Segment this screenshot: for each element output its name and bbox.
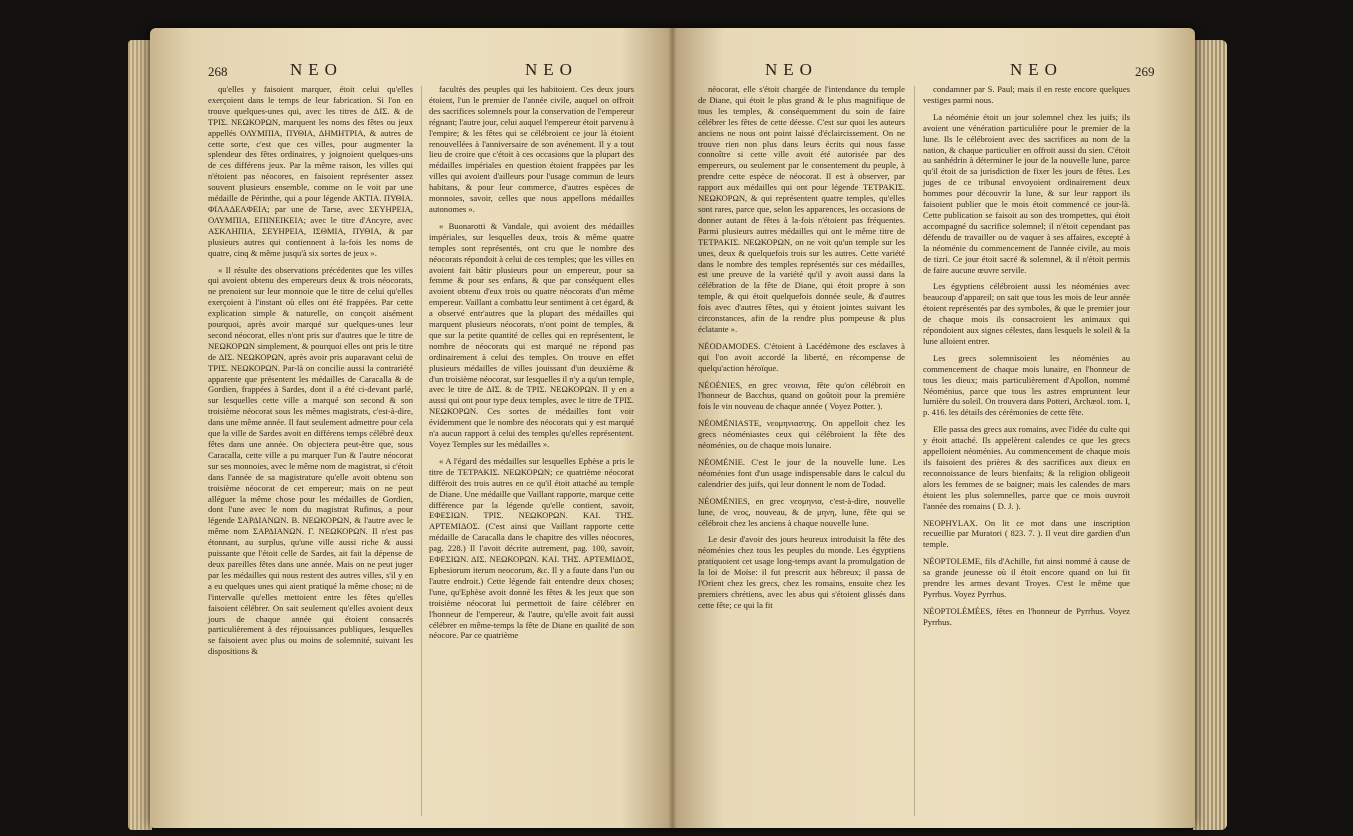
paragraph: « Il résulte des observations précédentes que les villes qui avoient obtenu des empereurs deux & trois néocorats, ne prenoient sur leur monnoie que le titre de celui qu'elles exerçoient à l'instant où elles ont été frappées. Par cette explication simple & naturelle, on conçoit aisément pourquoi, après avoir marqué sur quelques-unes leur second néocorat, elles n'ont pris sur d'autres que le titre de ΝΕΩΚΟΡΩΝ simplement, & pourquoi elles ont pris le titre de ΔΙΣ. ΝΕΩΚΟΡΩΝ, après avoir pris auparavant celui de ΤΡΙΣ. ΝΕΩΚΟΡΩΝ. Par-là on concilie aussi la contrariété apparente que présentent les médailles de Caracalla & de Gordien, frappées à Sardes, dont il a été ci-devant parlé, sur lesquelles cette ville a marqué son second & son troisième néocorat sous les mêmes magistrats, c'est-à-dire, dans une même année. Il faut seulement admettre pour cela que la ville de Sardes avoit en différens temps célébré deux fêtes dans une année. On objectera peut-être que, sous Caracalla, cette ville a pu marquer l'un & l'autre néocorat sur ses monnoies, avec le même nom de magistrat, si c'étoit dans l'année de sa magistrature qu'elle avoit obtenu son troisième néocorat de cet empereur; mais on ne peut alléguer la même chose pour les médailles de Gordien, dont l'une avec le nom du magistrat Rufinus, a pour légende ΣΑΡΔΙΑΝΩΝ. Β. ΝΕΩΚΟΡΩΝ, & l'autre avec le même nom ΣΑΡΔΙΑΝΩΝ. Γ. ΝΕΩΚΟΡΩΝ. Il n'est pas étonnant, au surplus, qu'une ville aussi riche & aussi puissante que l'étoit celle de Sardes, ait fait la dépense de deux pareilles fêtes dans une année. Mais on ne peut juger par les médailles qui nous restent des autres villes, s'il y en a eu quelques unes qui aient pratiqué la même chose; ni de l'intervalle qu'elles mettoient entre les fêtes qu'elles faisoient célébrer. On sait seulement qu'elles avoient deux jours de chaque année qui étoient consacrés particulièrement à des réjouissances publiques, lesquelles se faisoient avec plus ou moins de solemnité, suivant les dispositions &: [208, 264, 413, 657]
text-column: [429, 84, 634, 647]
page-edges-left: [128, 40, 152, 830]
running-head: NEO: [1010, 60, 1063, 79]
paragraph: qu'elles y faisoient marquer, étoit celui qu'elles exerçoient dans le temps de leur fabrication. Si l'on en trouve quelques-unes qui, avec les titres de ΔΙΣ. & de ΤΡΙΣ. ΝΕΩΚΟΡΩΝ, marquent les noms des fêtes ou jeux appellés ΟΛΥΜΠΙΑ, ΠΥΘΙΑ, ΔΗΜΗΤΡΙΑ, & autres de cette sorte, c'est que ces villes, pour augmenter la splendeur des fêtes ordinaires, y joignoient quelques-uns de ces différens jeux. Par la même raison, les villes qui n'étoient pas néocores, en faisoient représenter assez souvent plusieurs ensemble, comme on le voit par une médaille de Périnthe, qui a pour légende ΑΚΤΙΑ. ΠΥΘΙΑ. ΦΙΛΑΔΕΛΦΕΙΑ; par une de Tarse, avec ΣΕΥΗΡΕΙΑ, ΟΛΥΜΠΙΑ, ΕΠΙΝΕΙΚΕΙΑ; avec le titre d'Ancyre, avec ΑΣΚΛΗΠΙΑ, ΣΕΥΗΡΕΙΑ, ΙΣΘΜΙΑ, ΠΥΘΙΑ, & par plusieurs autres qui contiennent à la-fois les noms de quatre, cinq & même jusqu'à six sortes de jeux ».: [208, 84, 413, 258]
paragraph: facultés des peuples qui les habitoient. Ces deux jours étoient, l'un le premier de l'année civile, auquel on offroit des sacrifices solemnels pour la conservation de l'empereur régnant; l'autre jour, celui auquel l'empereur étoit parvenu à l'empire; & les fêtes qui se célébroient ce jour là étoient renouvellées à l'anniversaire de son avénement. Il y a tout lieu de croire que c'étoit à ces occasions que la plupart des médailles impériales en question étoient frappées par les villes qui avoient d'ailleurs pour l'usage commun de leurs habitans, & pour leur commerce, d'autres espèces de monnoies, savoir, celles que nous appellons médailles autonomes ».: [429, 84, 634, 214]
left-page: [150, 28, 650, 828]
text-column: [698, 84, 905, 617]
dictionary-entry: NEOPHYLAX. On lit ce mot dans une inscription recueillie par Muratori ( 823. 7. ). Il veut dire gardien d'un temple.: [923, 517, 1130, 550]
dictionary-entry: NÉOÉNIES, en grec νεοινια, fête qu'on célébroit en l'honneur de Bacchus, quand on goûtoit pour la première fois le vin nouveau de chaque année ( Voyez Potter. ).: [698, 379, 905, 412]
paragraph: « Buonarotti & Vandale, qui avoient des médailles impériales, sur lesquelles deux, trois & même quatre temples sont représentés, ont cru que le nombre des néocorats répondoit à celui de ces temples; que les villes en avoient fait bâtir plusieurs pour un empereur, pour sa femme & pour ses enfans, & que par conséquent elles avoient obtenu d'eux trois ou quatre néocorats d'un même empereur. Vaillant a combattu leur sentiment à cet égard, & a observé entr'autres que la plupart des médailles qui marquent plusieurs néocorats, n'ont point de temples, & que sur la petite quantité de celles qui en représentent, le nombre de néocorats qui est marqué ne répond pas ordinairement à celui des temples. On trouve en effet plusieurs médailles de villes jouissant d'un deuxième & d'un troisième néocorat, sur lesquelles il n'y a qu'un temple, avec le titre de ΔΙΣ. & de ΤΡΙΣ. ΝΕΩΚΟΡΩΝ. Il y en a aussi qui ont pour type deux temples, avec le titre de ΤΡΙΣ. ΝΕΩΚΟΡΩΝ. Ces sortes de médailles font voir évidemment que le nombre des néocorats qui y est marqué n'a aucun rapport à celui des temples qu'elles représentent. Voyez Temples sur les médailles ».: [429, 220, 634, 449]
running-head: NEO: [290, 60, 343, 79]
dictionary-entry: NÉOMÉNIASTE, νεομηνιαστης. On appelloit chez les grecs néoméniastes ceux qui célébroient la fête des néoménies, ou de chaque mois lunaire.: [698, 418, 905, 451]
dictionary-entry: NÉOPTOLÉMÉES, fêtes en l'honneur de Pyrrhus. Voyez Pyrrhus.: [923, 605, 1130, 627]
running-head: NEO: [765, 60, 818, 79]
dictionary-entry: NÉOMÉNIE. C'est le jour de la nouvelle lune. Les néoménies font d'un usage indispensable dans le calcul du calendrier des juifs, qui leur donnent le nom de Todad.: [698, 457, 905, 489]
dictionary-entry: NÉODAMODES. C'étoient à Lacédémone des esclaves à qui l'on avoit accordé la liberté, en récompense de quelqu'action héroïque.: [698, 340, 905, 373]
paragraph: Les égyptiens célébroient aussi les néoménies avec beaucoup d'appareil; on sait que tous les mois de leur année étoient représentés par des symboles, & que le premier jour de chaque mois ils consacroient les animaux qui répondoient aux signes célestes, dans lesquels le soleil & la lune alloient entrer.: [923, 281, 1130, 346]
paragraph: La néoménie étoit un jour solemnel chez les juifs; ils avoient une vénération particulière pour le premier de la lune. Ils le célébroient avec des sacrifices au nom de la nation, & chaque particulier en offroit aussi du sien. C'étoit au sanhédrin à déterminer le jour de la nouvelle lune, parce qu'il étoit de sa jurisdiction de fixer les jours de fêtes. Les juges de ce tribunal envoyoient ordinairement deux hommes pour découvrir la lune, & sur leur rapport ils faisoient publier que le mois étoit commencé ce jour-là. Cette publication se faisoit au son des trompettes, qui étoit accompagné du sacrifice solemnel; il n'étoit cependant pas défendu de travailler ou de vaquer à ses affaires, excepté à la néoménie du commencement de l'année civile, au mois de tizri. Ce jour étoit sacré & solemnel, & il n'étoit permis de faire aucune œuvre servile.: [923, 111, 1130, 275]
paragraph: Elle passa des grecs aux romains, avec l'idée du culte qui y étoit attaché. Ils appelèrent calendes ce que les grecs appelloient néoménies. Au commencement de chaque mois ils faisoient des prières & des sacrifices aux dieux en reconnoissance de leurs bienfaits; & la religion obligeoit alors les femmes de se baigner; mais les calendes de mars étoient les plus solemnelles, parce que ce mois ouvroit l'année des romains ( D. J. ).: [923, 424, 1130, 511]
text-column: [923, 84, 1130, 634]
column-rule: [914, 86, 915, 816]
right-page: [680, 28, 1180, 828]
text-column: [208, 84, 413, 663]
paragraph: condamner par S. Paul; mais il en reste encore quelques vestiges parmi nous.: [923, 84, 1130, 105]
page-number: 268: [208, 64, 228, 79]
page-edges-right: [1193, 40, 1227, 830]
dictionary-entry: NÉOMÉNIES, en grec νεομηνια, c'est-à-dire, nouvelle lune, de νεος, nouveau, & de μηνη, lune, fête qui se célébroit chez les anciens à chaque nouvelle lune.: [698, 495, 905, 528]
dictionary-entry: NÉOPTOLEME, fils d'Achille, fut ainsi nommé à cause de sa grande jeunesse où il étoit encore quand on lui fit prendre les armes devant Troyes. C'est le même que Pyrrhus. Voyez Pyrrhus.: [923, 556, 1130, 599]
column-rule: [421, 86, 422, 816]
open-book: [150, 28, 1195, 828]
paragraph: « A l'égard des médailles sur lesquelles Ephèse a pris le titre de ΤΕΤΡΑΚΙΣ. ΝΕΩΚΟΡΩΝ; ce quatrième néocorat différoit des trois autres en ce qu'il étoit attaché au temple de Diane. Une médaille que Vaillant rapporte, marque cette différence par la légende qu'elle contient, savoir, ΕΦΕΣΙΩΝ. ΤΡΙΣ. ΝΕΩΚΟΡΩΝ. ΚΑΙ. ΤΗΣ. ΑΡΤΕΜΙΔΟΣ. (C'est ainsi que Vaillant rapporte cette médaille de Caracalla dans le chapitre des villes néocores, pag. 228.) Il l'avoit décrite autrement, pag. 100, savoir, ΕΦΕΣΙΩΝ. ΔΙΣ. ΝΕΩΚΟΡΩΝ. ΚΑΙ. ΤΗΣ. ΑΡΤΕΜΙΔΟΣ, Ephesiorum iterum neocorum, &c. Il y a faute dans l'un ou l'autre endroit.) Cette légende fait entendre deux choses; l'une, qu'Ephèse avoit donné les fêtes & les jeux que son troisième néocorat lui permettoit de faire célébrer en l'honneur de l'empereur, & l'autre, qu'elle avoit fait aussi célébrer en même-temps la fête de Diane en qualité de son néocore. Par ce quatrième: [429, 455, 634, 641]
paragraph: Le desir d'avoir des jours heureux introduisit la fête des néoménies chez tous les peuples du monde. Les égyptiens pratiquoient cet usage long-temps avant la promulgation de la loi de Moïse: il fut prescrit aux hébreux; il passa de l'Orient chez les grecs, chez les romains, ensuite chez les premiers chrétiens, avec les abus qui s'étoient glissés dans cette fête; ce qui la fit: [698, 534, 905, 610]
paragraph: Les grecs solemnisoient les néoménies au commencement de chaque mois lunaire, en l'honneur de tous les dieux; mais particulièrement d'Apollon, nommé Néoménius, parce que tous les astres empruntent leur lumière du soleil. On trouvera dans Potteri, Archæol. tom. I, p. 416. les détails des cérémonies de cette fête.: [923, 352, 1130, 418]
paragraph: néocorat, elle s'étoit chargée de l'intendance du temple de Diane, qui étoit le plus grand & le plus magnifique de tous les temples, & conséquemment du soin de faire célébrer les fêtes de cette déesse. C'est sur quoi les auteurs anciens ne nous ont point laissé d'éclaircissement. On ne trouve rien non plus dans leurs écrits qui nous fasse connoître si cette ville avoit été autorisée par des empereurs, ou seulement par le consentement du peuple, à prendre cette espèce de néocorat. Il est à observer, par rapport aux médailles qui ont pour légende ΤΕΤΡΑΚΙΣ. ΝΕΩΚΟΡΩΝ, & qui représentent quatre temples, qu'elles sont rares, parce que, selon les apparences, les occasions de donner autant de fêtes à la-fois n'étoient pas fréquentes. Parmi plusieurs autres médailles qui ont le même titre de ΤΕΤΡΑΚΙΣ. ΝΕΩΚΟΡΩΝ, on ne voit qu'un temple sur les unes, deux & quelquefois trois sur les autres. Cette variété dans le nombre des temples représentés sur ces médailles, est une preuve de la variété qu'il y avoit aussi dans la célébration de la fête de Diane, qui étoit propre à son temple, & qui étoit quelquefois donnée seule, & d'autres fois avec d'autres fêtes, qui y étoient jointes suivant les circonstances, afin de la rendre plus pompeuse & plus éclatante ».: [698, 84, 905, 334]
running-head: NEO: [525, 60, 578, 79]
page-number: 269: [1135, 64, 1155, 79]
